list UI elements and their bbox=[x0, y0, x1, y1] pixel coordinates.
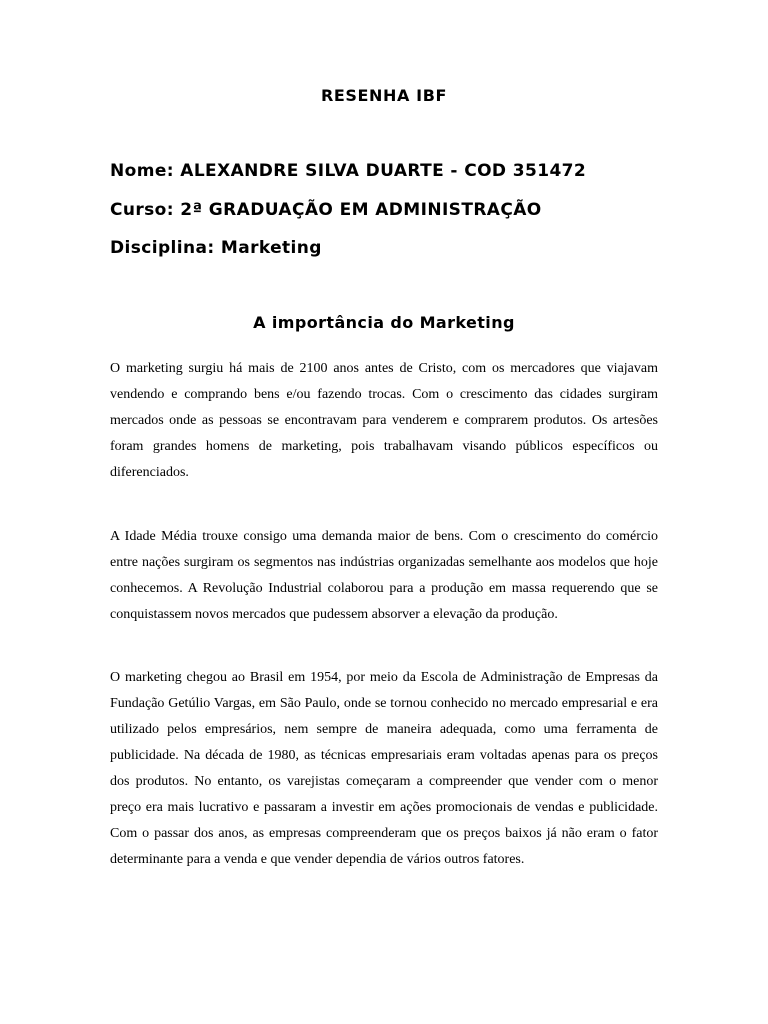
student-name-line: Nome: ALEXANDRE SILVA DUARTE - COD 351472 bbox=[110, 161, 587, 181]
body-paragraph-1: O marketing surgiu há mais de 2100 anos antes de Cristo, com os mercadores que viajavam vendendo e comprando bens e/ou fazendo trocas. Com o crescimento das cidades surgiram mercados onde as pessoas se encontravam para venderem e comprarem produtos. Os artesões foram grandes homens de marketing, pois trabalhavam visando públicos específicos ou diferenciados. bbox=[110, 361, 658, 480]
course-line: Curso: 2ª GRADUAÇÃO EM ADMINISTRAÇÃO bbox=[110, 200, 542, 220]
discipline-line: Disciplina: Marketing bbox=[110, 238, 322, 258]
body-paragraph-3: O marketing chegou ao Brasil em 1954, por meio da Escola de Administração de Empresas da Fundação Getúlio Vargas, em São Paulo, onde se tornou conhecido no mercado empresarial e era utilizado pelos empresários, nem sempre de maneira adequada, como uma ferramenta de publicidade. Na década de 1980, as técnicas empresariais eram voltadas apenas para os preços dos produtos. No entanto, os varejistas começaram a compreender que vender com o menor preço era mais lucrativo e passaram a investir em ações promocionais de vendas e publicidade. Com o passar dos anos, as empresas compreenderam que os preços baixos já não eram o fator determinante para a venda e que vender dependia de vários outros fatores. bbox=[110, 670, 658, 867]
body-paragraph-2: A Idade Média trouxe consigo uma demanda maior de bens. Com o crescimento do comércio entre nações surgiram os segmentos nas indústrias organizadas semelhante aos modelos que hoje conhecemos. A Revolução Industrial colaborou para a produção em massa requerendo que se conquistassem novos mercados que pudessem absorver a elevação da produção. bbox=[110, 529, 658, 622]
document-title: RESENHA IBF bbox=[320, 86, 448, 105]
section-title: A importância do Marketing bbox=[253, 313, 515, 332]
